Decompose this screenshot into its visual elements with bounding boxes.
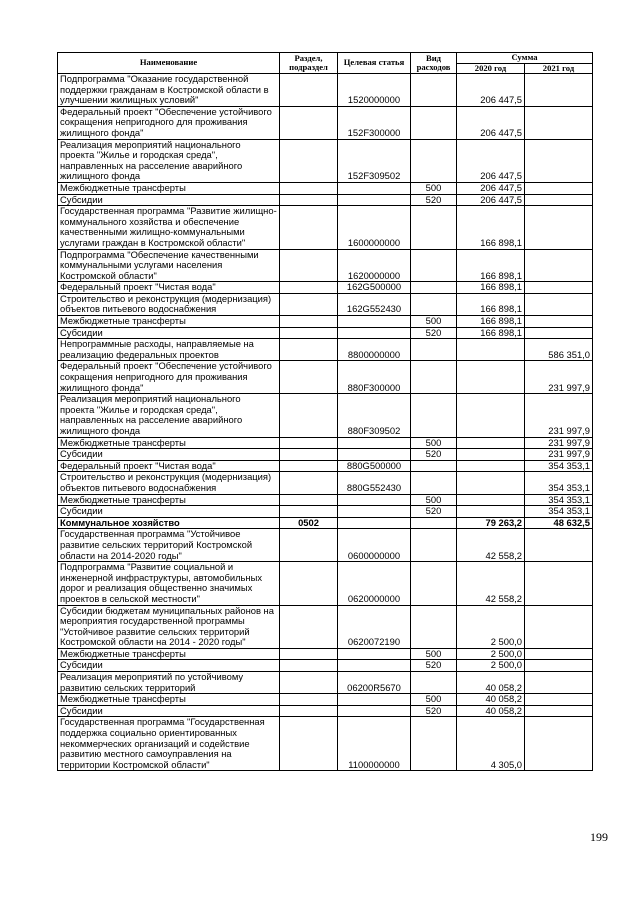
- cell-y2020: 206 447,5: [457, 74, 525, 107]
- cell-section: [280, 437, 338, 449]
- table-row: [58, 394, 593, 437]
- cell-name: Межбюджетные трансферты: [58, 694, 280, 706]
- table-row: [58, 605, 593, 648]
- cell-y2021: [525, 605, 593, 648]
- table-row: [58, 717, 593, 771]
- cell-y2021: [525, 717, 593, 771]
- page-number: 199: [590, 830, 608, 844]
- cell-name: Государственная программа "Государственная поддержка социально ориентированных некоммерческих организаций и содействие развитию местного самоуправления на территории Костромской области": [58, 717, 280, 771]
- cell-y2020: 206 447,5: [457, 194, 525, 206]
- cell-y2021: [525, 660, 593, 672]
- table-row: [58, 293, 593, 315]
- cell-target: 162G552430: [338, 293, 411, 315]
- cell-name: Межбюджетные трансферты: [58, 182, 280, 194]
- table-row: [58, 529, 593, 562]
- cell-y2020: 166 898,1: [457, 293, 525, 315]
- cell-name: Субсидии: [58, 194, 280, 206]
- cell-name: Федеральный проект "Чистая вода": [58, 282, 280, 294]
- cell-kind: [411, 139, 457, 182]
- table-row: [58, 327, 593, 339]
- cell-kind: [411, 517, 457, 529]
- cell-kind: [411, 361, 457, 394]
- cell-name: Межбюджетные трансферты: [58, 494, 280, 506]
- cell-target: 1100000000: [338, 717, 411, 771]
- cell-target: 880F300000: [338, 361, 411, 394]
- cell-section: [280, 717, 338, 771]
- cell-target: 8800000000: [338, 339, 411, 361]
- cell-name: Межбюджетные трансферты: [58, 437, 280, 449]
- cell-y2020: [457, 437, 525, 449]
- cell-kind: 500: [411, 182, 457, 194]
- cell-section: [280, 449, 338, 461]
- cell-y2020: 4 305,0: [457, 717, 525, 771]
- cell-target: 152F309502: [338, 139, 411, 182]
- table-row: [58, 316, 593, 328]
- cell-section: [280, 139, 338, 182]
- table-row: [58, 672, 593, 694]
- cell-section: [280, 327, 338, 339]
- cell-y2021: 231 997,9: [525, 449, 593, 461]
- cell-y2021: [525, 194, 593, 206]
- cell-section: [280, 316, 338, 328]
- cell-y2021: 586 351,0: [525, 339, 593, 361]
- cell-y2020: 166 898,1: [457, 327, 525, 339]
- header-year-2021: 2021 год: [525, 63, 593, 74]
- cell-target: [338, 182, 411, 194]
- cell-section: 0502: [280, 517, 338, 529]
- cell-name: Субсидии: [58, 705, 280, 717]
- cell-target: [338, 437, 411, 449]
- cell-section: [280, 605, 338, 648]
- cell-target: [338, 648, 411, 660]
- cell-kind: 500: [411, 694, 457, 706]
- cell-name: Межбюджетные трансферты: [58, 648, 280, 660]
- cell-name: Субсидии: [58, 449, 280, 461]
- cell-section: [280, 529, 338, 562]
- cell-name: Реализация мероприятий по устойчивому развитию сельских территорий: [58, 672, 280, 694]
- cell-name: Федеральный проект "Чистая вода": [58, 460, 280, 472]
- cell-kind: [411, 529, 457, 562]
- cell-y2020: [457, 460, 525, 472]
- table-row: [58, 182, 593, 194]
- cell-target: 152F300000: [338, 106, 411, 139]
- cell-y2021: [525, 282, 593, 294]
- cell-kind: 520: [411, 449, 457, 461]
- header-kind: Вид расходов: [411, 53, 457, 74]
- table-row: [58, 339, 593, 361]
- cell-y2020: 166 898,1: [457, 316, 525, 328]
- cell-kind: [411, 282, 457, 294]
- cell-name: Федеральный проект "Обеспечение устойчивого сокращения непригодного для проживания жилищного фонда": [58, 361, 280, 394]
- cell-y2021: [525, 106, 593, 139]
- table-row: [58, 106, 593, 139]
- cell-y2020: 166 898,1: [457, 206, 525, 249]
- cell-name: Межбюджетные трансферты: [58, 316, 280, 328]
- cell-name: Строительство и реконструкция (модернизация) объектов питьевого водоснабжения: [58, 472, 280, 494]
- table-row: [58, 194, 593, 206]
- cell-y2020: 2 500,0: [457, 605, 525, 648]
- table-row: [58, 437, 593, 449]
- cell-section: [280, 74, 338, 107]
- cell-section: [280, 562, 338, 605]
- cell-target: [338, 517, 411, 529]
- cell-kind: [411, 472, 457, 494]
- table-row: [58, 472, 593, 494]
- cell-y2020: 166 898,1: [457, 249, 525, 282]
- table-row: [58, 705, 593, 717]
- cell-y2021: [525, 139, 593, 182]
- cell-section: [280, 282, 338, 294]
- cell-y2021: 354 353,1: [525, 506, 593, 518]
- table-row: [58, 449, 593, 461]
- cell-kind: 520: [411, 506, 457, 518]
- cell-name: Реализация мероприятий национального проекта "Жилье и городская среда", направленных на расселение аварийного жилищного фонда: [58, 394, 280, 437]
- cell-target: 06200R5670: [338, 672, 411, 694]
- cell-section: [280, 472, 338, 494]
- cell-section: [280, 293, 338, 315]
- cell-name: Субсидии: [58, 660, 280, 672]
- cell-section: [280, 660, 338, 672]
- header-target: Целевая статья: [338, 53, 411, 74]
- cell-name: Подпрограмма "Обеспечение качественными коммунальными услугами населения Костромской области": [58, 249, 280, 282]
- cell-y2021: 231 997,9: [525, 394, 593, 437]
- cell-y2020: [457, 361, 525, 394]
- cell-target: [338, 694, 411, 706]
- cell-name: Государственная программа "Развитие жилищно-коммунального хозяйства и обеспечение качественными жилищно-коммунальными услугами граждан в Костромской области": [58, 206, 280, 249]
- cell-target: [338, 705, 411, 717]
- cell-target: [338, 506, 411, 518]
- cell-y2021: [525, 206, 593, 249]
- cell-kind: 500: [411, 316, 457, 328]
- cell-kind: [411, 672, 457, 694]
- table-row: [58, 660, 593, 672]
- cell-kind: [411, 293, 457, 315]
- header-section: Раздел, подраздел: [280, 53, 338, 74]
- table-row: [58, 562, 593, 605]
- cell-target: [338, 316, 411, 328]
- cell-kind: [411, 460, 457, 472]
- cell-kind: [411, 394, 457, 437]
- cell-y2020: 42 558,2: [457, 529, 525, 562]
- cell-target: 880G500000: [338, 460, 411, 472]
- cell-kind: 520: [411, 327, 457, 339]
- cell-y2020: [457, 449, 525, 461]
- cell-name: Строительство и реконструкция (модернизация) объектов питьевого водоснабжения: [58, 293, 280, 315]
- table-row: [58, 506, 593, 518]
- table-row: [58, 139, 593, 182]
- cell-y2020: 40 058,2: [457, 694, 525, 706]
- cell-y2020: 2 500,0: [457, 648, 525, 660]
- cell-y2021: 354 353,1: [525, 460, 593, 472]
- cell-section: [280, 460, 338, 472]
- table-row: [58, 74, 593, 107]
- cell-name: Государственная программа "Устойчивое развитие сельских территорий Костромской области на 2014-2020 годы": [58, 529, 280, 562]
- cell-section: [280, 494, 338, 506]
- cell-kind: 520: [411, 194, 457, 206]
- cell-section: [280, 194, 338, 206]
- cell-y2021: [525, 648, 593, 660]
- cell-y2020: [457, 394, 525, 437]
- cell-y2021: [525, 562, 593, 605]
- cell-y2021: [525, 705, 593, 717]
- cell-name: Подпрограмма "Оказание государственной поддержки гражданам в Костромской области в улучшении жилищных условий": [58, 74, 280, 107]
- table-row: [58, 517, 593, 529]
- cell-kind: [411, 106, 457, 139]
- cell-target: [338, 494, 411, 506]
- cell-y2020: 2 500,0: [457, 660, 525, 672]
- cell-kind: [411, 339, 457, 361]
- cell-name: Субсидии бюджетам муниципальных районов на мероприятия государственной программы "Устойчивое развитие сельских территорий Костромской области на 2014 - 2020 годы": [58, 605, 280, 648]
- cell-name: Федеральный проект "Обеспечение устойчивого сокращения непригодного для проживания жилищного фонда": [58, 106, 280, 139]
- table-row: [58, 694, 593, 706]
- cell-target: 0600000000: [338, 529, 411, 562]
- cell-target: 1600000000: [338, 206, 411, 249]
- cell-y2020: 40 058,2: [457, 672, 525, 694]
- cell-y2020: [457, 494, 525, 506]
- cell-y2021: 354 353,1: [525, 494, 593, 506]
- cell-y2020: 79 263,2: [457, 517, 525, 529]
- cell-y2021: [525, 694, 593, 706]
- cell-y2021: 354 353,1: [525, 472, 593, 494]
- cell-kind: [411, 74, 457, 107]
- cell-kind: [411, 605, 457, 648]
- table-row: [58, 460, 593, 472]
- cell-y2020: 42 558,2: [457, 562, 525, 605]
- cell-target: 880F309502: [338, 394, 411, 437]
- cell-y2021: 231 997,9: [525, 437, 593, 449]
- cell-kind: [411, 562, 457, 605]
- cell-y2021: 231 997,9: [525, 361, 593, 394]
- table-row: [58, 206, 593, 249]
- cell-section: [280, 249, 338, 282]
- cell-section: [280, 106, 338, 139]
- cell-kind: 520: [411, 660, 457, 672]
- cell-target: 162G500000: [338, 282, 411, 294]
- cell-section: [280, 206, 338, 249]
- cell-y2021: [525, 74, 593, 107]
- cell-y2021: [525, 316, 593, 328]
- cell-target: 880G552430: [338, 472, 411, 494]
- cell-y2020: 206 447,5: [457, 139, 525, 182]
- cell-kind: [411, 206, 457, 249]
- cell-target: [338, 194, 411, 206]
- cell-y2020: 206 447,5: [457, 182, 525, 194]
- cell-target: [338, 660, 411, 672]
- cell-kind: 500: [411, 494, 457, 506]
- cell-y2021: [525, 327, 593, 339]
- table-row: [58, 249, 593, 282]
- cell-y2021: [525, 529, 593, 562]
- cell-target: 1620000000: [338, 249, 411, 282]
- cell-target: 1520000000: [338, 74, 411, 107]
- cell-section: [280, 672, 338, 694]
- table-row: [58, 282, 593, 294]
- cell-section: [280, 361, 338, 394]
- cell-kind: 520: [411, 705, 457, 717]
- cell-section: [280, 705, 338, 717]
- cell-target: 0620000000: [338, 562, 411, 605]
- cell-name: Реализация мероприятий национального проекта "Жилье и городская среда", направленных на расселение аварийного жилищного фонда: [58, 139, 280, 182]
- cell-target: [338, 327, 411, 339]
- cell-name: Непрограммные расходы, направляемые на реализацию федеральных проектов: [58, 339, 280, 361]
- table-body: [58, 74, 593, 771]
- cell-kind: [411, 249, 457, 282]
- cell-section: [280, 182, 338, 194]
- cell-target: [338, 449, 411, 461]
- header-year-2020: 2020 год: [457, 63, 525, 74]
- cell-name: Субсидии: [58, 506, 280, 518]
- cell-y2021: [525, 293, 593, 315]
- cell-name: Коммунальное хозяйство: [58, 517, 280, 529]
- header-name: Наименование: [58, 53, 280, 74]
- cell-section: [280, 506, 338, 518]
- cell-name: Подпрограмма "Развитие социальной и инженерной инфраструктуры, автомобильных дорог и реализация общественно значимых проектов в сельской местности": [58, 562, 280, 605]
- cell-y2021: 48 632,5: [525, 517, 593, 529]
- cell-y2020: [457, 339, 525, 361]
- cell-y2020: [457, 472, 525, 494]
- table-row: [58, 648, 593, 660]
- header-sum: Сумма: [457, 53, 593, 64]
- cell-kind: 500: [411, 648, 457, 660]
- budget-table: [57, 52, 593, 771]
- cell-section: [280, 339, 338, 361]
- cell-y2020: [457, 506, 525, 518]
- cell-y2020: 166 898,1: [457, 282, 525, 294]
- cell-section: [280, 394, 338, 437]
- cell-target: 0620072190: [338, 605, 411, 648]
- table-row: [58, 494, 593, 506]
- cell-section: [280, 648, 338, 660]
- table-row: [58, 361, 593, 394]
- cell-section: [280, 694, 338, 706]
- cell-y2021: [525, 672, 593, 694]
- cell-y2021: [525, 249, 593, 282]
- cell-kind: 500: [411, 437, 457, 449]
- cell-y2021: [525, 182, 593, 194]
- cell-kind: [411, 717, 457, 771]
- cell-y2020: 206 447,5: [457, 106, 525, 139]
- cell-name: Субсидии: [58, 327, 280, 339]
- cell-y2020: 40 058,2: [457, 705, 525, 717]
